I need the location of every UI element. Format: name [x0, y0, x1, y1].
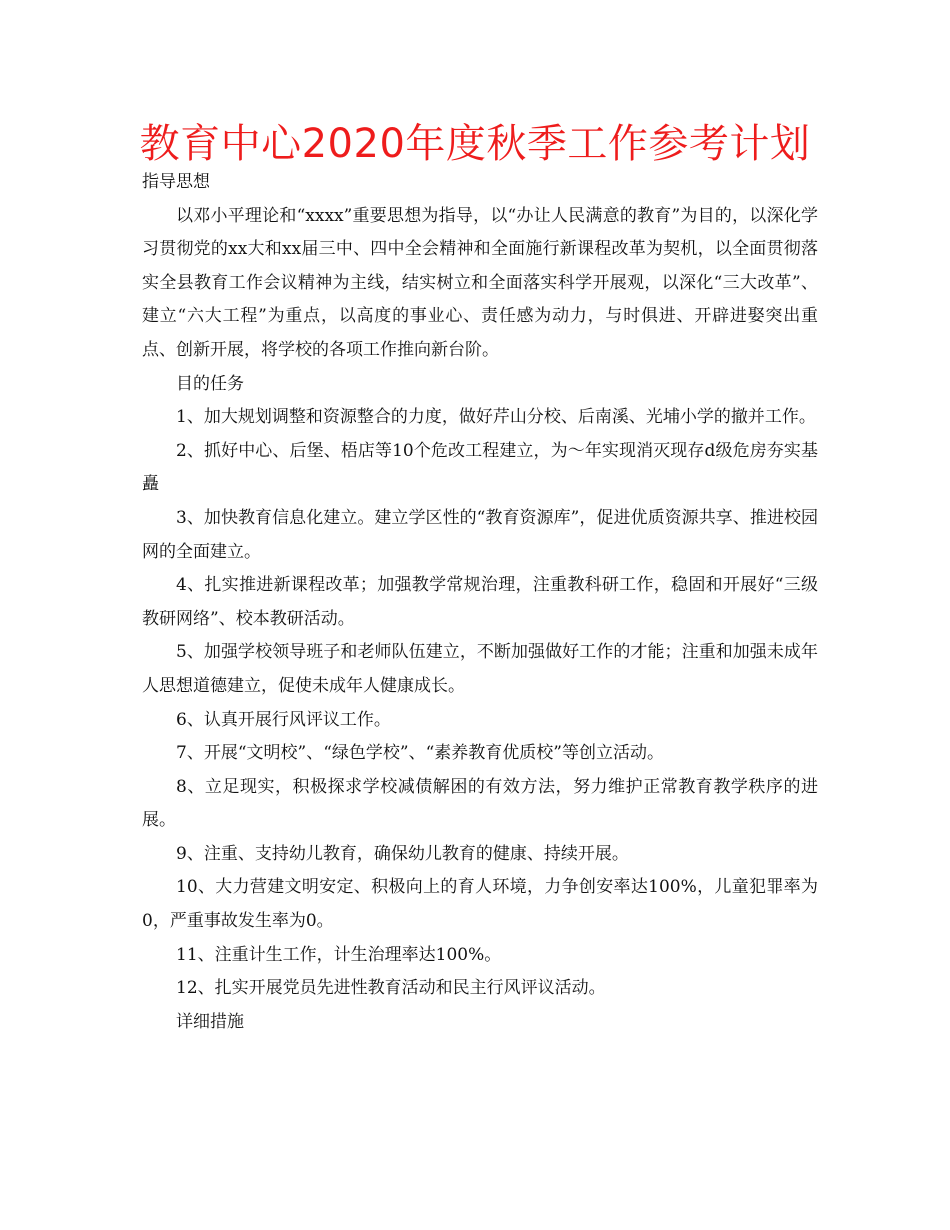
- list-item-goal-6: 6、认真开展行风评议工作。: [176, 709, 391, 730]
- list-item-goal-9: 9、注重、支持幼儿教育，确保幼儿教育的健康、持续开展。: [176, 843, 629, 864]
- list-item-goal-3: 3、加快教育信息化建立。建立学区性的“教育资源库”，促进优质资源共享、推进校园网的全面建立。: [142, 507, 818, 562]
- paragraph-guiding-ideology: 以邓小平理论和“xxxx”重要思想为指导，以“办让人民满意的教育”为目的，以深化学习贯彻党的xx大和xx届三中、四中全会精神和全面施行新课程改革为契机，以全面贯彻落实全县教育工作会议精神为主线，结实树立和全面落实科学开展观，以深化“三大改革”、建立“六大工程”为重点，以高度的事业心、责任感为动力，与时俱进、开辟进娶突出重点、创新开展，将学校的各项工作推向新台阶。: [142, 205, 818, 360]
- document-body: [142, 166, 818, 1039]
- list-item-goal-12: 12、扎实开展党员先进性教育活动和民主行风评议活动。: [176, 978, 606, 999]
- list-item-goal-5: 5、加强学校领导班子和老师队伍建立，不断加强做好工作的才能；注重和加强未成年人思想道德建立，促使未成年人健康成长。: [142, 642, 818, 696]
- section-heading-goals: 目的任务: [176, 373, 244, 394]
- list-item-goal-10: 10、大力营建文明安定、积极向上的育人环境，力争创安率达100%，儿童犯罪率为0，严重事故发生率为0。: [142, 877, 818, 932]
- list-item-goal-7: 7、开展“文明校”、“绿色学校”、“素养教育优质校”等创立活动。: [176, 743, 664, 764]
- list-item-goal-1: 1、加大规划调整和资源整合的力度，做好芹山分校、后南溪、光埔小学的撤并工作。: [176, 407, 816, 428]
- list-item-goal-11: 11、注重计生工作，计生治理率达100%。: [176, 944, 502, 965]
- document-title: 教育中心2020年度秋季工作参考计划: [139, 121, 811, 167]
- section-heading-measures: 详细措施: [176, 1011, 244, 1032]
- section-heading-guiding-ideology: 指导思想: [142, 172, 210, 192]
- list-item-goal-4: 4、扎实推进新课程改革；加强教学常规治理，注重教科研工作，稳固和开展好“三级教研网络”、校本教研活动。: [142, 575, 818, 629]
- list-item-goal-2: 2、抓好中心、后堡、梧店等10个危改工程建立，为～年实现消灭现存d级危房夯实基矗: [142, 440, 818, 495]
- list-item-goal-8: 8、立足现实，积极探求学校减债解困的有效方法，努力维护正常教育教学秩序的进展。: [142, 776, 818, 831]
